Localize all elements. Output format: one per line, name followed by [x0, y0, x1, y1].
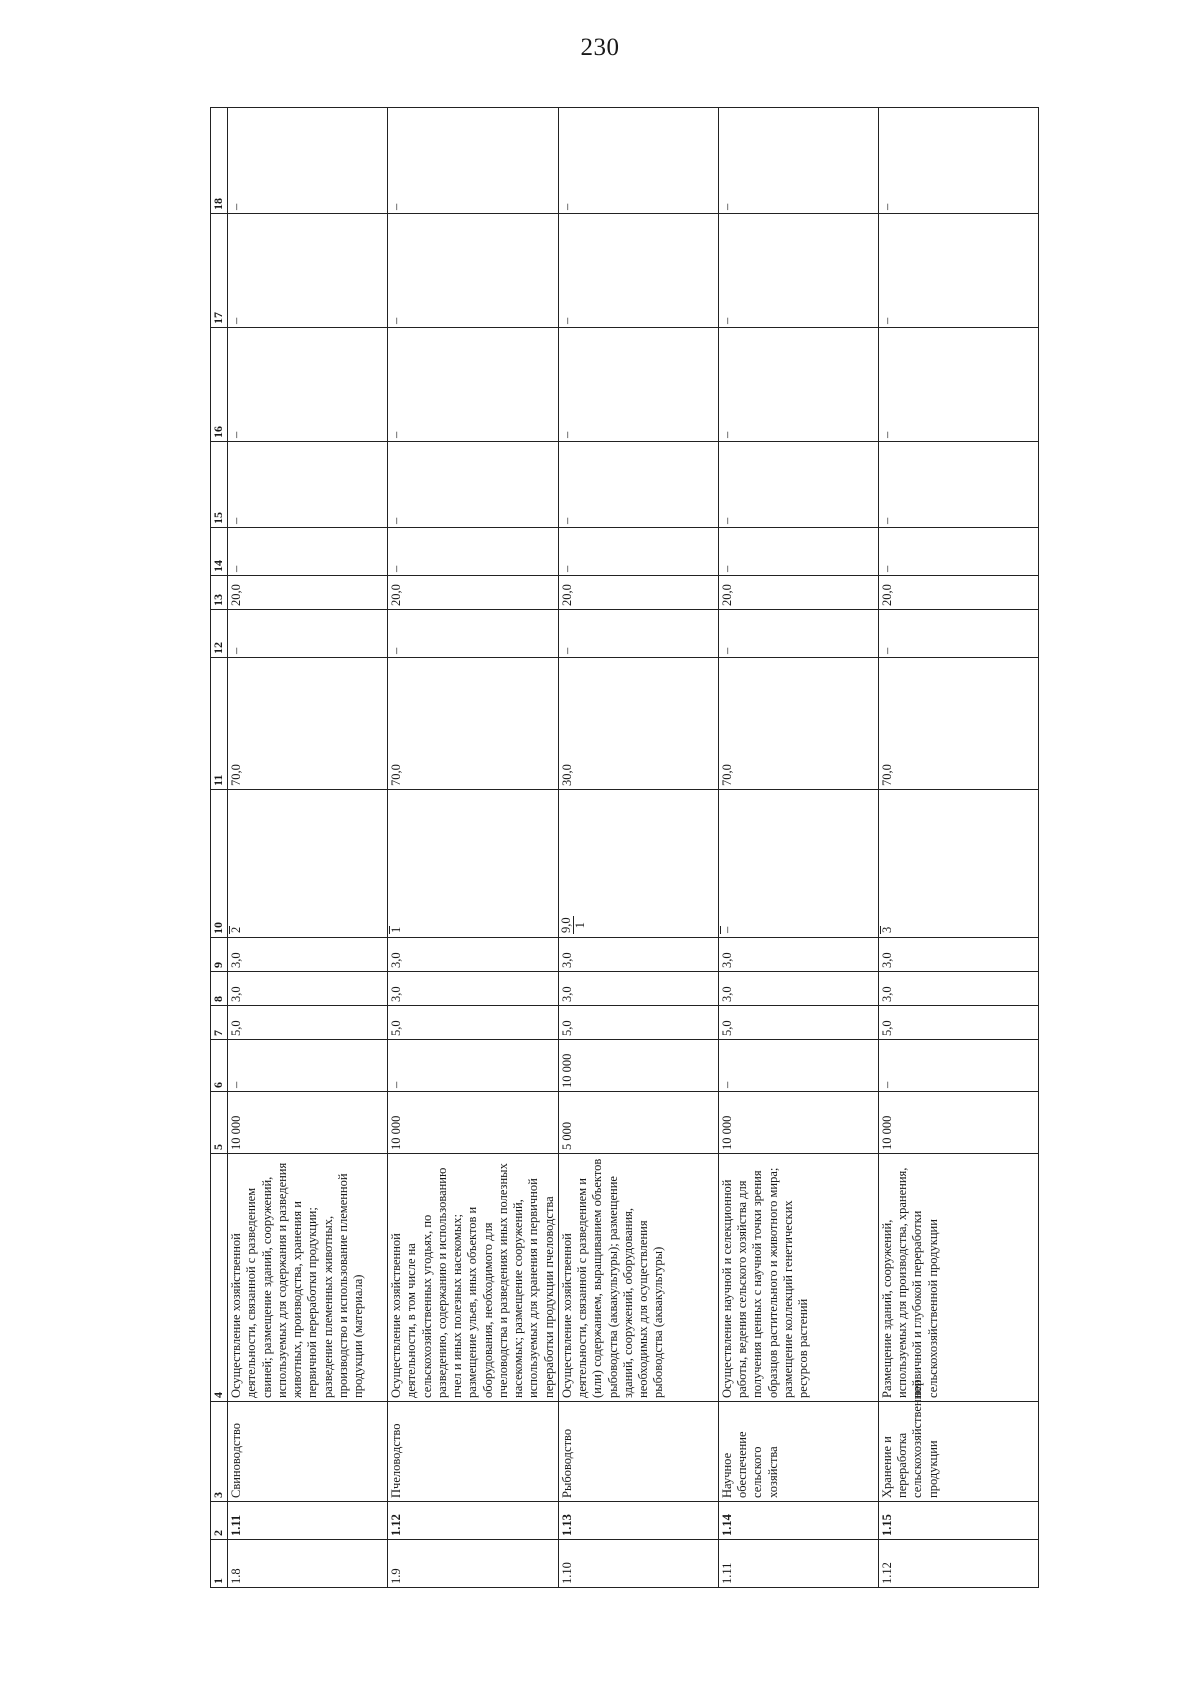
fraction-denominator: 1 — [389, 926, 403, 933]
use-name: Пчеловодство — [388, 1402, 559, 1502]
header-cell: 10 — [211, 790, 228, 938]
header-cell: 5 — [211, 1092, 228, 1154]
fraction — [720, 926, 734, 934]
header-cell: 3 — [211, 1402, 228, 1502]
use-description: Осуществление хозяйственной деятельности, связанной с разведением свиней; размещение зданий, сооружений, используемых для содержания и разведения животных, производства, хранения и первичной переработки продукции; разведение племенных животных, производство и использование племенной продукции (материала) — [228, 1154, 388, 1402]
cell-col18: – — [388, 108, 559, 214]
row-number: 1.12 — [878, 1540, 1038, 1588]
cell-col10 — [388, 790, 559, 938]
cell-col16: – — [718, 328, 878, 442]
cell-col16: – — [878, 328, 1038, 442]
cell-col15: – — [558, 442, 718, 528]
row-number: 1.10 — [558, 1540, 718, 1588]
cell-col14: – — [228, 528, 388, 576]
cell-col6: 10 000 — [558, 1040, 718, 1092]
header-cell: 18 — [211, 108, 228, 214]
cell-col17: – — [558, 214, 718, 328]
cell-col11: 70,0 — [718, 658, 878, 790]
fraction-denominator: 1 — [572, 922, 587, 929]
cell-col14: – — [878, 528, 1038, 576]
cell-col14: – — [558, 528, 718, 576]
cell-col16: – — [228, 328, 388, 442]
header-cell: 17 — [211, 214, 228, 328]
fraction-denominator: 2 — [229, 926, 243, 933]
fraction — [560, 916, 587, 934]
use-code: 1.12 — [388, 1502, 559, 1540]
fraction-numerator: 9,0 — [558, 917, 573, 933]
table-row — [228, 108, 388, 1588]
cell-col17: – — [228, 214, 388, 328]
cell-col8: 3,0 — [388, 972, 559, 1006]
cell-col9: 3,0 — [388, 938, 559, 972]
use-name: Научное обеспечение сельского хозяйства — [718, 1402, 878, 1502]
page-number: 230 — [580, 34, 620, 61]
cell-col11: 70,0 — [388, 658, 559, 790]
cell-col12: – — [878, 610, 1038, 658]
land-use-table — [210, 107, 1039, 1588]
table-rotation-frame — [210, 108, 1050, 1588]
fraction — [229, 926, 243, 934]
cell-col18: – — [228, 108, 388, 214]
cell-col7: 5,0 — [228, 1006, 388, 1040]
cell-col15: – — [718, 442, 878, 528]
cell-col14: – — [388, 528, 559, 576]
cell-col5: 10 000 — [718, 1092, 878, 1154]
use-description: Осуществление хозяйственной деятельности, связанной с разведением и (или) содержанием, выращиванием объектов рыбоводства (аквакультуры); размещение зданий, сооружений, оборудования, необходимых для осуществления рыбоводства (аквакультуры) — [558, 1154, 718, 1402]
cell-col16: – — [558, 328, 718, 442]
use-name: Свиноводство — [228, 1402, 388, 1502]
cell-col6: – — [388, 1040, 559, 1092]
rotated-table-stage — [210, 108, 1050, 1588]
header-cell: 6 — [211, 1040, 228, 1092]
row-number: 1.9 — [388, 1540, 559, 1588]
cell-col13: 20,0 — [878, 576, 1038, 610]
use-code: 1.11 — [228, 1502, 388, 1540]
cell-col12: – — [388, 610, 559, 658]
cell-col10 — [558, 790, 718, 938]
cell-col5: 10 000 — [228, 1092, 388, 1154]
cell-col6: – — [228, 1040, 388, 1092]
use-description: Осуществление научной и селекционной работы, ведения сельского хозяйства для получения ценных с научной точки зрения образцов растительного и животного мира; размещение коллекций генетических ресурсов растений — [718, 1154, 878, 1402]
header-row — [211, 108, 228, 1588]
cell-col13: 20,0 — [388, 576, 559, 610]
cell-col11: 70,0 — [878, 658, 1038, 790]
cell-col10 — [878, 790, 1038, 938]
cell-col8: 3,0 — [878, 972, 1038, 1006]
header-cell: 2 — [211, 1502, 228, 1540]
cell-col12: – — [558, 610, 718, 658]
cell-col17: – — [718, 214, 878, 328]
cell-col10 — [718, 790, 878, 938]
cell-col5: 5 000 — [558, 1092, 718, 1154]
use-code: 1.15 — [878, 1502, 1038, 1540]
cell-col9: 3,0 — [228, 938, 388, 972]
cell-col13: 20,0 — [558, 576, 718, 610]
cell-col17: – — [388, 214, 559, 328]
header-cell: 12 — [211, 610, 228, 658]
header-cell: 15 — [211, 442, 228, 528]
cell-col8: 3,0 — [718, 972, 878, 1006]
cell-col5: 10 000 — [388, 1092, 559, 1154]
cell-col5: 10 000 — [878, 1092, 1038, 1154]
cell-col11: 70,0 — [228, 658, 388, 790]
cell-col8: 3,0 — [558, 972, 718, 1006]
cell-col6: – — [718, 1040, 878, 1092]
table-row — [718, 108, 878, 1588]
table-row — [388, 108, 559, 1588]
cell-col8: 3,0 — [228, 972, 388, 1006]
row-number: 1.11 — [718, 1540, 878, 1588]
fraction — [880, 926, 894, 934]
cell-col15: – — [228, 442, 388, 528]
use-description: Размещение зданий, сооружений, используемых для производства, хранения, первичной и глубокой переработки сельскохозяйственной продукции — [878, 1154, 1038, 1402]
header-cell: 8 — [211, 972, 228, 1006]
header-cell: 13 — [211, 576, 228, 610]
cell-col12: – — [228, 610, 388, 658]
use-name: Хранение и переработка сельскохозяйственной продукции — [878, 1402, 1038, 1502]
cell-col13: 20,0 — [228, 576, 388, 610]
cell-col18: – — [558, 108, 718, 214]
header-cell: 4 — [211, 1154, 228, 1402]
cell-col18: – — [718, 108, 878, 214]
cell-col12: – — [718, 610, 878, 658]
cell-col9: 3,0 — [718, 938, 878, 972]
cell-col9: 3,0 — [878, 938, 1038, 972]
header-cell: 9 — [211, 938, 228, 972]
header-cell: 14 — [211, 528, 228, 576]
use-code: 1.14 — [718, 1502, 878, 1540]
fraction-denominator: – — [719, 926, 734, 933]
fraction — [389, 926, 403, 934]
use-name: Рыбоводство — [558, 1402, 718, 1502]
cell-col7: 5,0 — [388, 1006, 559, 1040]
cell-col15: – — [878, 442, 1038, 528]
row-number: 1.8 — [228, 1540, 388, 1588]
cell-col13: 20,0 — [718, 576, 878, 610]
header-cell: 16 — [211, 328, 228, 442]
header-cell: 11 — [211, 658, 228, 790]
table-row — [558, 108, 718, 1588]
header-cell: 7 — [211, 1006, 228, 1040]
header-cell: 1 — [211, 1540, 228, 1588]
cell-col11: 30,0 — [558, 658, 718, 790]
cell-col16: – — [388, 328, 559, 442]
cell-col7: 5,0 — [718, 1006, 878, 1040]
cell-col18: – — [878, 108, 1038, 214]
cell-col7: 5,0 — [558, 1006, 718, 1040]
use-description: Осуществление хозяйственной деятельности, в том числе на сельскохозяйственных угодьях, по разведению, содержанию и использованию пчел и иных полезных насекомых; размещение ульев, иных объектов и оборудования, необходимого для пчеловодства и разведениях иных полезных насекомых; размещение сооружений, используемых для хранения и первичной переработки продукции пчеловодства — [388, 1154, 559, 1402]
cell-col17: – — [878, 214, 1038, 328]
cell-col7: 5,0 — [878, 1006, 1038, 1040]
table-row — [878, 108, 1038, 1588]
cell-col14: – — [718, 528, 878, 576]
fraction-denominator: 3 — [879, 926, 894, 933]
cell-col9: 3,0 — [558, 938, 718, 972]
cell-col6: – — [878, 1040, 1038, 1092]
cell-col15: – — [388, 442, 559, 528]
use-code: 1.13 — [558, 1502, 718, 1540]
cell-col10 — [228, 790, 388, 938]
